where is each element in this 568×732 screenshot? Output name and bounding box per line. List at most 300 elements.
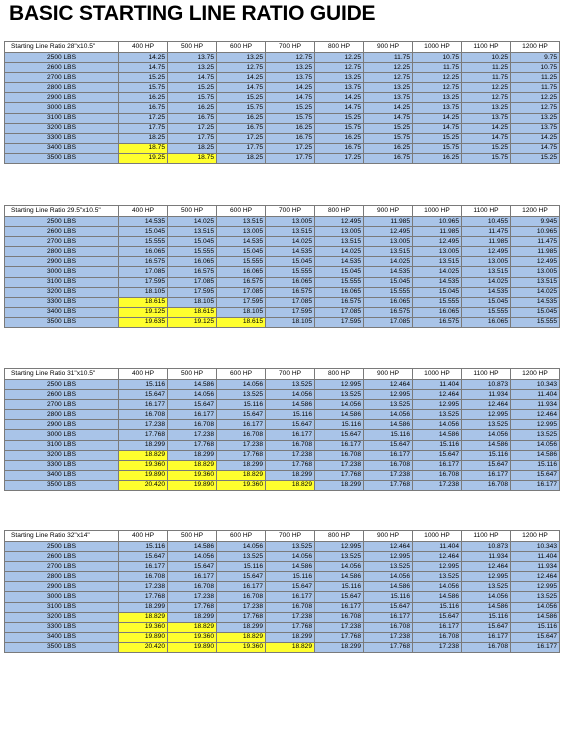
hp-column-header: 500 HP bbox=[168, 206, 217, 217]
ratio-cell: 14.056 bbox=[315, 400, 364, 410]
ratio-cell: 15.647 bbox=[266, 420, 315, 430]
table-row bbox=[5, 572, 560, 582]
ratio-cell: 15.045 bbox=[315, 267, 364, 277]
ratio-cell: 14.535 bbox=[511, 297, 560, 307]
ratio-cell: 12.75 bbox=[315, 63, 364, 73]
ratio-cell: 12.464 bbox=[413, 552, 462, 562]
ratio-cell: 12.464 bbox=[462, 562, 511, 572]
ratio-cell: 13.75 bbox=[315, 83, 364, 93]
ratio-cell: 14.025 bbox=[462, 277, 511, 287]
ratio-cell: 15.75 bbox=[413, 143, 462, 153]
ratio-cell: 14.75 bbox=[217, 83, 266, 93]
weight-label: 3500 LBS bbox=[5, 153, 119, 163]
ratio-cell-highlighted: 18.75 bbox=[168, 153, 217, 163]
ratio-cell: 16.708 bbox=[315, 450, 364, 460]
ratio-cell: 10.873 bbox=[462, 380, 511, 390]
ratio-cell: 15.647 bbox=[119, 552, 168, 562]
ratio-cell: 13.525 bbox=[364, 400, 413, 410]
hp-column-header: 600 HP bbox=[217, 531, 266, 542]
ratio-cell: 15.116 bbox=[413, 602, 462, 612]
ratio-cell: 13.515 bbox=[364, 247, 413, 257]
ratio-cell-highlighted: 19.25 bbox=[119, 153, 168, 163]
ratio-table bbox=[4, 41, 560, 164]
ratio-cell: 15.75 bbox=[119, 83, 168, 93]
ratio-cell: 14.586 bbox=[266, 400, 315, 410]
ratio-cell-highlighted: 19.890 bbox=[119, 632, 168, 642]
ratio-cell: 12.25 bbox=[413, 73, 462, 83]
ratio-cell: 15.045 bbox=[217, 247, 266, 257]
ratio-cell: 17.595 bbox=[217, 297, 266, 307]
table-row bbox=[5, 542, 560, 552]
ratio-cell: 13.25 bbox=[168, 63, 217, 73]
ratio-cell: 13.525 bbox=[266, 542, 315, 552]
ratio-cell: 11.475 bbox=[511, 237, 560, 247]
ratio-cell: 13.25 bbox=[217, 53, 266, 63]
weight-label: 3200 LBS bbox=[5, 612, 119, 622]
ratio-cell: 13.75 bbox=[168, 53, 217, 63]
ratio-cell: 14.056 bbox=[364, 572, 413, 582]
ratio-cell: 13.25 bbox=[511, 113, 560, 123]
ratio-cell: 16.177 bbox=[364, 450, 413, 460]
ratio-cell: 17.75 bbox=[217, 143, 266, 153]
ratio-cell: 16.065 bbox=[413, 307, 462, 317]
table-row bbox=[5, 73, 560, 83]
ratio-cell: 13.515 bbox=[315, 237, 364, 247]
ratio-cell: 14.535 bbox=[413, 277, 462, 287]
ratio-cell: 10.965 bbox=[413, 217, 462, 227]
weight-label: 2500 LBS bbox=[5, 217, 119, 227]
ratio-cell-highlighted: 19.360 bbox=[168, 632, 217, 642]
ratio-cell: 17.085 bbox=[315, 307, 364, 317]
ratio-cell: 14.25 bbox=[511, 133, 560, 143]
ratio-cell: 16.708 bbox=[266, 440, 315, 450]
weight-label: 2700 LBS bbox=[5, 562, 119, 572]
ratio-cell: 17.768 bbox=[119, 592, 168, 602]
table-row bbox=[5, 460, 560, 470]
ratio-cell: 10.343 bbox=[511, 542, 560, 552]
weight-label: 2600 LBS bbox=[5, 552, 119, 562]
ratio-cell: 14.586 bbox=[168, 380, 217, 390]
ratio-cell: 12.464 bbox=[364, 380, 413, 390]
ratio-cell-highlighted: 18.829 bbox=[217, 632, 266, 642]
ratio-cell: 14.25 bbox=[413, 113, 462, 123]
table-header-row bbox=[5, 531, 560, 542]
ratio-cell: 16.177 bbox=[511, 480, 560, 490]
ratio-cell: 14.535 bbox=[315, 257, 364, 267]
ratio-cell: 16.177 bbox=[168, 572, 217, 582]
ratio-cell: 15.116 bbox=[511, 460, 560, 470]
hp-column-header: 900 HP bbox=[364, 42, 413, 53]
ratio-cell: 14.056 bbox=[217, 542, 266, 552]
weight-label: 2700 LBS bbox=[5, 73, 119, 83]
ratio-cell: 17.238 bbox=[413, 480, 462, 490]
ratio-cell: 12.995 bbox=[364, 390, 413, 400]
hp-column-header: 700 HP bbox=[266, 206, 315, 217]
ratio-cell: 16.177 bbox=[315, 440, 364, 450]
ratio-cell: 16.25 bbox=[266, 123, 315, 133]
ratio-cell: 15.647 bbox=[511, 470, 560, 480]
ratio-cell: 13.525 bbox=[315, 390, 364, 400]
ratio-cell: 15.045 bbox=[119, 227, 168, 237]
ratio-cell: 12.995 bbox=[511, 582, 560, 592]
ratio-cell: 14.25 bbox=[217, 73, 266, 83]
ratio-cell: 14.056 bbox=[168, 552, 217, 562]
ratio-cell: 16.177 bbox=[462, 632, 511, 642]
ratio-cell: 12.995 bbox=[364, 552, 413, 562]
ratio-cell: 13.515 bbox=[511, 277, 560, 287]
ratio-cell: 16.25 bbox=[217, 113, 266, 123]
hp-column-header: 800 HP bbox=[315, 206, 364, 217]
table-row bbox=[5, 430, 560, 440]
table-row bbox=[5, 642, 560, 652]
ratio-cell-highlighted: 18.615 bbox=[168, 307, 217, 317]
table-header-row bbox=[5, 369, 560, 380]
ratio-cell: 16.575 bbox=[315, 297, 364, 307]
ratio-cell: 16.75 bbox=[168, 113, 217, 123]
ratio-cell: 15.116 bbox=[462, 450, 511, 460]
ratio-cell: 14.056 bbox=[217, 380, 266, 390]
weight-label: 2900 LBS bbox=[5, 582, 119, 592]
ratio-cell: 13.25 bbox=[315, 73, 364, 83]
ratio-cell: 17.238 bbox=[168, 430, 217, 440]
ratio-cell: 15.116 bbox=[266, 410, 315, 420]
hp-column-header: 700 HP bbox=[266, 42, 315, 53]
ratio-cell-highlighted: 20.420 bbox=[119, 480, 168, 490]
table-row bbox=[5, 113, 560, 123]
ratio-cell: 16.575 bbox=[266, 287, 315, 297]
ratio-cell: 17.238 bbox=[364, 632, 413, 642]
ratio-cell: 18.299 bbox=[168, 612, 217, 622]
ratio-cell: 15.555 bbox=[413, 297, 462, 307]
ratio-cell-highlighted: 19.125 bbox=[168, 317, 217, 327]
ratio-cell-highlighted: 19.360 bbox=[119, 460, 168, 470]
ratio-cell: 10.873 bbox=[462, 542, 511, 552]
ratio-cell: 16.177 bbox=[217, 582, 266, 592]
weight-label: 2900 LBS bbox=[5, 93, 119, 103]
table-heading: Starting Line Ratio 28"x10.5" bbox=[5, 42, 119, 53]
weight-label: 2800 LBS bbox=[5, 572, 119, 582]
table-header-row bbox=[5, 42, 560, 53]
table-row bbox=[5, 410, 560, 420]
ratio-cell: 15.045 bbox=[364, 277, 413, 287]
weight-label: 3100 LBS bbox=[5, 113, 119, 123]
ratio-cell: 10.455 bbox=[462, 217, 511, 227]
table-row bbox=[5, 297, 560, 307]
ratio-cell: 14.25 bbox=[119, 53, 168, 63]
table-row bbox=[5, 307, 560, 317]
weight-label: 2800 LBS bbox=[5, 247, 119, 257]
ratio-cell: 16.25 bbox=[119, 93, 168, 103]
table-row bbox=[5, 143, 560, 153]
table-heading: Starting Line Ratio 29.5"x10.5" bbox=[5, 206, 119, 217]
ratio-cell: 15.647 bbox=[315, 592, 364, 602]
ratio-cell: 18.299 bbox=[266, 632, 315, 642]
ratio-cell: 15.555 bbox=[462, 307, 511, 317]
ratio-cell: 15.25 bbox=[266, 103, 315, 113]
weight-label: 3500 LBS bbox=[5, 480, 119, 490]
ratio-cell: 15.116 bbox=[315, 582, 364, 592]
hp-column-header: 400 HP bbox=[119, 42, 168, 53]
ratio-cell: 15.555 bbox=[168, 247, 217, 257]
ratio-cell: 16.065 bbox=[266, 277, 315, 287]
ratio-cell: 15.116 bbox=[364, 592, 413, 602]
ratio-cell: 11.475 bbox=[462, 227, 511, 237]
ratio-cell: 14.535 bbox=[266, 247, 315, 257]
ratio-cell: 16.75 bbox=[119, 103, 168, 113]
ratio-cell: 15.647 bbox=[217, 410, 266, 420]
ratio-cell: 10.965 bbox=[511, 227, 560, 237]
ratio-cell: 14.586 bbox=[315, 410, 364, 420]
ratio-cell-highlighted: 19.125 bbox=[119, 307, 168, 317]
ratio-cell: 14.75 bbox=[364, 113, 413, 123]
weight-label: 3000 LBS bbox=[5, 430, 119, 440]
weight-label: 3300 LBS bbox=[5, 297, 119, 307]
ratio-cell: 17.238 bbox=[413, 642, 462, 652]
ratio-cell: 15.045 bbox=[266, 257, 315, 267]
ratio-cell: 12.495 bbox=[462, 247, 511, 257]
ratio-cell: 12.25 bbox=[462, 83, 511, 93]
ratio-cell: 16.575 bbox=[168, 267, 217, 277]
ratio-cell: 17.768 bbox=[266, 460, 315, 470]
ratio-cell: 14.25 bbox=[462, 123, 511, 133]
table-row bbox=[5, 592, 560, 602]
ratio-cell: 17.085 bbox=[266, 297, 315, 307]
weight-label: 2700 LBS bbox=[5, 400, 119, 410]
ratio-cell: 14.25 bbox=[315, 93, 364, 103]
ratio-cell: 14.025 bbox=[364, 257, 413, 267]
table-row bbox=[5, 247, 560, 257]
ratio-cell: 13.005 bbox=[364, 237, 413, 247]
hp-column-header: 700 HP bbox=[266, 531, 315, 542]
ratio-cell: 15.045 bbox=[511, 307, 560, 317]
ratio-cell: 17.238 bbox=[217, 602, 266, 612]
ratio-cell: 11.985 bbox=[511, 247, 560, 257]
ratio-cell: 16.177 bbox=[462, 470, 511, 480]
ratio-cell: 17.238 bbox=[364, 470, 413, 480]
ratio-cell: 17.768 bbox=[364, 642, 413, 652]
ratio-cell: 17.768 bbox=[119, 430, 168, 440]
ratio-cell: 11.404 bbox=[511, 390, 560, 400]
ratio-cell: 11.404 bbox=[413, 542, 462, 552]
ratio-cell: 15.25 bbox=[413, 133, 462, 143]
ratio-cell: 12.75 bbox=[217, 63, 266, 73]
ratio-cell: 15.116 bbox=[119, 542, 168, 552]
ratio-cell: 17.085 bbox=[168, 277, 217, 287]
ratio-cell: 12.25 bbox=[511, 93, 560, 103]
ratio-cell: 15.555 bbox=[315, 277, 364, 287]
ratio-cell: 13.25 bbox=[462, 103, 511, 113]
hp-column-header: 1100 HP bbox=[462, 369, 511, 380]
ratio-cell: 11.985 bbox=[364, 217, 413, 227]
ratio-cell: 12.995 bbox=[413, 400, 462, 410]
ratio-cell: 15.25 bbox=[315, 113, 364, 123]
ratio-cell: 16.75 bbox=[364, 153, 413, 163]
ratio-cell: 14.056 bbox=[462, 430, 511, 440]
ratio-cell: 16.708 bbox=[168, 420, 217, 430]
ratio-cell: 15.116 bbox=[217, 400, 266, 410]
ratio-table bbox=[4, 530, 560, 653]
table-row bbox=[5, 63, 560, 73]
ratio-cell: 16.25 bbox=[315, 133, 364, 143]
ratio-cell: 15.25 bbox=[168, 83, 217, 93]
table-row bbox=[5, 582, 560, 592]
ratio-cell: 15.25 bbox=[511, 153, 560, 163]
ratio-cell: 16.708 bbox=[462, 480, 511, 490]
ratio-cell: 16.177 bbox=[266, 430, 315, 440]
ratio-cell: 14.25 bbox=[364, 103, 413, 113]
ratio-cell: 14.586 bbox=[364, 582, 413, 592]
ratio-cell: 16.575 bbox=[364, 307, 413, 317]
ratio-cell: 17.768 bbox=[315, 470, 364, 480]
ratio-cell: 15.75 bbox=[462, 153, 511, 163]
ratio-cell: 14.025 bbox=[413, 267, 462, 277]
ratio-cell-highlighted: 18.829 bbox=[266, 642, 315, 652]
table-row bbox=[5, 93, 560, 103]
ratio-cell: 12.495 bbox=[315, 217, 364, 227]
ratio-cell: 15.647 bbox=[511, 632, 560, 642]
ratio-cell: 17.595 bbox=[266, 307, 315, 317]
ratio-cell: 10.75 bbox=[413, 53, 462, 63]
ratio-cell: 15.116 bbox=[413, 440, 462, 450]
ratio-cell: 17.25 bbox=[168, 123, 217, 133]
ratio-cell: 17.238 bbox=[119, 420, 168, 430]
ratio-cell-highlighted: 18.829 bbox=[217, 470, 266, 480]
ratio-cell: 11.404 bbox=[413, 380, 462, 390]
ratio-cell: 14.535 bbox=[462, 287, 511, 297]
ratio-cell: 16.708 bbox=[217, 430, 266, 440]
ratio-cell: 15.555 bbox=[119, 237, 168, 247]
ratio-cell-highlighted: 18.829 bbox=[266, 480, 315, 490]
hp-column-header: 400 HP bbox=[119, 369, 168, 380]
ratio-cell: 17.25 bbox=[119, 113, 168, 123]
ratio-cell: 13.525 bbox=[413, 410, 462, 420]
ratio-cell: 18.25 bbox=[217, 153, 266, 163]
ratio-cell: 15.25 bbox=[119, 73, 168, 83]
ratio-cell: 15.25 bbox=[364, 123, 413, 133]
weight-label: 3100 LBS bbox=[5, 277, 119, 287]
ratio-cell: 16.708 bbox=[364, 622, 413, 632]
ratio-cell: 17.768 bbox=[168, 602, 217, 612]
ratio-cell: 13.75 bbox=[462, 113, 511, 123]
weight-label: 2700 LBS bbox=[5, 237, 119, 247]
weight-label: 3400 LBS bbox=[5, 470, 119, 480]
ratio-cell: 12.495 bbox=[413, 237, 462, 247]
ratio-cell: 12.995 bbox=[315, 380, 364, 390]
ratio-table bbox=[4, 205, 560, 328]
ratio-cell: 17.75 bbox=[266, 153, 315, 163]
table-row bbox=[5, 420, 560, 430]
ratio-cell: 13.525 bbox=[217, 390, 266, 400]
ratio-cell: 14.586 bbox=[364, 420, 413, 430]
ratio-cell: 13.75 bbox=[364, 93, 413, 103]
ratio-cell: 18.299 bbox=[266, 470, 315, 480]
ratio-cell-highlighted: 19.890 bbox=[168, 480, 217, 490]
ratio-cell: 10.75 bbox=[511, 63, 560, 73]
ratio-cell: 11.934 bbox=[511, 400, 560, 410]
weight-label: 2600 LBS bbox=[5, 390, 119, 400]
ratio-cell: 17.238 bbox=[315, 460, 364, 470]
ratio-cell: 14.025 bbox=[266, 237, 315, 247]
ratio-cell: 11.985 bbox=[413, 227, 462, 237]
weight-label: 2600 LBS bbox=[5, 227, 119, 237]
ratio-cell: 14.25 bbox=[266, 83, 315, 93]
ratio-cell: 18.299 bbox=[217, 622, 266, 632]
ratio-cell: 12.75 bbox=[364, 73, 413, 83]
table-row bbox=[5, 103, 560, 113]
ratio-cell: 14.75 bbox=[462, 133, 511, 143]
ratio-cell-highlighted: 18.829 bbox=[119, 450, 168, 460]
weight-label: 3300 LBS bbox=[5, 622, 119, 632]
ratio-cell: 11.404 bbox=[511, 552, 560, 562]
weight-label: 2800 LBS bbox=[5, 83, 119, 93]
hp-column-header: 1000 HP bbox=[413, 369, 462, 380]
ratio-cell: 10.343 bbox=[511, 380, 560, 390]
ratio-cell: 14.586 bbox=[462, 440, 511, 450]
ratio-cell: 16.177 bbox=[168, 410, 217, 420]
ratio-cell: 15.75 bbox=[217, 103, 266, 113]
weight-label: 3000 LBS bbox=[5, 592, 119, 602]
ratio-cell: 17.238 bbox=[168, 592, 217, 602]
hp-column-header: 1100 HP bbox=[462, 531, 511, 542]
ratio-cell: 12.464 bbox=[364, 542, 413, 552]
ratio-cell: 16.708 bbox=[413, 632, 462, 642]
ratio-cell: 16.575 bbox=[413, 317, 462, 327]
ratio-cell: 11.934 bbox=[511, 562, 560, 572]
ratio-cell: 15.75 bbox=[315, 123, 364, 133]
ratio-cell: 17.085 bbox=[217, 287, 266, 297]
ratio-cell: 15.116 bbox=[119, 380, 168, 390]
ratio-cell: 15.647 bbox=[119, 390, 168, 400]
ratio-cell: 16.25 bbox=[413, 153, 462, 163]
table-row bbox=[5, 552, 560, 562]
hp-column-header: 600 HP bbox=[217, 369, 266, 380]
ratio-cell: 11.985 bbox=[462, 237, 511, 247]
ratio-cell: 16.177 bbox=[119, 400, 168, 410]
hp-column-header: 900 HP bbox=[364, 206, 413, 217]
ratio-cell-highlighted: 19.890 bbox=[119, 470, 168, 480]
weight-label: 3200 LBS bbox=[5, 287, 119, 297]
ratio-cell: 16.177 bbox=[217, 420, 266, 430]
ratio-cell: 17.768 bbox=[364, 480, 413, 490]
ratio-cell: 15.045 bbox=[462, 297, 511, 307]
weight-label: 2600 LBS bbox=[5, 63, 119, 73]
ratio-cell: 17.768 bbox=[266, 622, 315, 632]
ratio-cell: 15.116 bbox=[364, 430, 413, 440]
ratio-cell: 14.586 bbox=[511, 450, 560, 460]
ratio-cell-highlighted: 18.829 bbox=[168, 460, 217, 470]
table-row bbox=[5, 217, 560, 227]
ratio-cell: 12.75 bbox=[511, 103, 560, 113]
ratio-cell: 16.708 bbox=[364, 460, 413, 470]
ratio-cell: 15.116 bbox=[462, 612, 511, 622]
ratio-cell: 17.25 bbox=[266, 143, 315, 153]
table-row bbox=[5, 287, 560, 297]
weight-label: 3400 LBS bbox=[5, 307, 119, 317]
ratio-cell: 13.525 bbox=[462, 582, 511, 592]
ratio-cell: 12.995 bbox=[511, 420, 560, 430]
ratio-cell-highlighted: 19.360 bbox=[217, 642, 266, 652]
ratio-cell: 11.25 bbox=[462, 63, 511, 73]
ratio-cell: 17.085 bbox=[119, 267, 168, 277]
ratio-cell: 12.75 bbox=[462, 93, 511, 103]
ratio-cell: 18.25 bbox=[119, 133, 168, 143]
hp-column-header: 400 HP bbox=[119, 206, 168, 217]
ratio-cell: 11.75 bbox=[413, 63, 462, 73]
table-row bbox=[5, 622, 560, 632]
ratio-cell: 18.105 bbox=[168, 297, 217, 307]
table-row bbox=[5, 153, 560, 163]
ratio-cell: 13.515 bbox=[266, 227, 315, 237]
